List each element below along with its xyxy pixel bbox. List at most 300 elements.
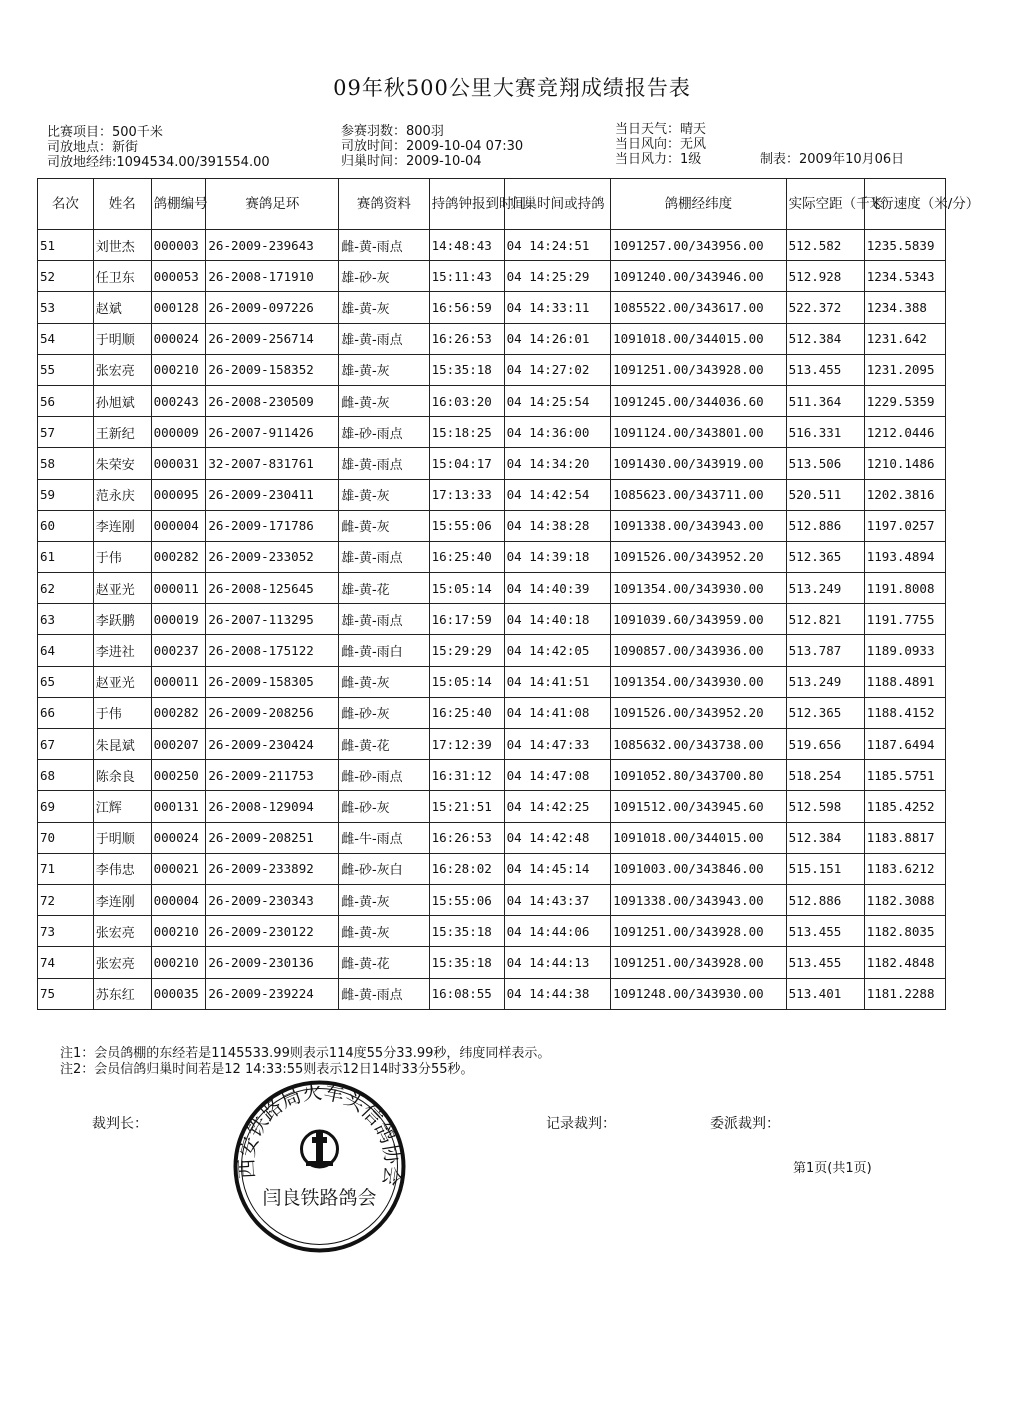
cell-pigeon-info: 雄-黄-雨点: [339, 448, 429, 479]
info-right: [615, 122, 706, 167]
cell-coords: 1091245.00/344036.60: [611, 385, 787, 416]
cell-speed: 1185.4252: [864, 791, 945, 822]
cell-distance: 511.364: [786, 385, 864, 416]
cell-loft-no: 000031: [151, 448, 206, 479]
cell-return-time: 04 14:24:51: [504, 230, 611, 261]
cell-clock-time: 15:35:18: [429, 354, 504, 385]
cell-loft-no: 000009: [151, 417, 206, 448]
cell-clock-time: 16:03:20: [429, 385, 504, 416]
cell-loft-no: 000053: [151, 261, 206, 292]
cell-pigeon-info: 雄-黄-花: [339, 573, 429, 604]
cell-distance: 512.365: [786, 697, 864, 728]
cell-coords: 1091526.00/343952.20: [611, 541, 787, 572]
cell-pigeon-info: 雄-砂-雨点: [339, 417, 429, 448]
cell-ring: 26-2008-125645: [206, 573, 339, 604]
cell-clock-time: 15:21:51: [429, 791, 504, 822]
table-row: [38, 385, 946, 416]
cell-pigeon-info: 雄-黄-灰: [339, 354, 429, 385]
page-indicator: 第1页(共1页): [793, 1161, 872, 1176]
cell-distance: 513.455: [786, 947, 864, 978]
cell-distance: 515.151: [786, 853, 864, 884]
cell-speed: 1182.3088: [864, 884, 945, 915]
table-row: [38, 541, 946, 572]
cell-loft-no: 000035: [151, 978, 206, 1009]
cell-rank: 69: [38, 791, 94, 822]
cell-return-time: 04 14:33:11: [504, 292, 611, 323]
cell-rank: 64: [38, 635, 94, 666]
cell-clock-time: 15:55:06: [429, 510, 504, 541]
cell-speed: 1191.8008: [864, 573, 945, 604]
cell-speed: 1187.6494: [864, 729, 945, 760]
stamp-top-text: 西安铁路局火车头信鸽协会: [234, 1079, 406, 1188]
cell-name: 张宏亮: [93, 947, 151, 978]
cell-rank: 63: [38, 604, 94, 635]
info-event: 比赛项目：500千米: [47, 125, 163, 140]
cell-speed: 1182.4848: [864, 947, 945, 978]
cell-speed: 1234.388: [864, 292, 945, 323]
cell-ring: 26-2009-256714: [206, 323, 339, 354]
cell-clock-time: 15:35:18: [429, 916, 504, 947]
cell-ring: 26-2009-233892: [206, 853, 339, 884]
cell-return-time: 04 14:42:05: [504, 635, 611, 666]
cell-rank: 72: [38, 884, 94, 915]
header-pigeon-info: 赛鸽资料: [339, 179, 429, 230]
cell-speed: 1183.8817: [864, 822, 945, 853]
cell-pigeon-info: 雌-黄-灰: [339, 385, 429, 416]
cell-loft-no: 000210: [151, 354, 206, 385]
cell-distance: 513.455: [786, 916, 864, 947]
cell-coords: 1091052.80/343700.80: [611, 760, 787, 791]
cell-name: 范永庆: [93, 479, 151, 510]
cell-distance: 513.249: [786, 573, 864, 604]
cell-name: 朱昆斌: [93, 729, 151, 760]
cell-speed: 1202.3816: [864, 479, 945, 510]
cell-distance: 512.365: [786, 541, 864, 572]
cell-clock-time: 16:08:55: [429, 978, 504, 1009]
cell-return-time: 04 14:43:37: [504, 884, 611, 915]
cell-clock-time: 15:05:14: [429, 573, 504, 604]
cell-return-time: 04 14:25:54: [504, 385, 611, 416]
cell-return-time: 04 14:41:51: [504, 666, 611, 697]
cell-rank: 58: [38, 448, 94, 479]
cell-pigeon-info: 雌-黄-灰: [339, 510, 429, 541]
cell-ring: 32-2007-831761: [206, 448, 339, 479]
cell-name: 赵斌: [93, 292, 151, 323]
info-release-place: 司放地点：新街: [47, 140, 139, 155]
cell-ring: 26-2009-208251: [206, 822, 339, 853]
cell-return-time: 04 14:45:14: [504, 853, 611, 884]
cell-clock-time: 15:35:18: [429, 947, 504, 978]
table-row: [38, 354, 946, 385]
cell-coords: 1091526.00/343952.20: [611, 697, 787, 728]
cell-rank: 60: [38, 510, 94, 541]
cell-ring: 26-2009-171786: [206, 510, 339, 541]
cell-loft-no: 000128: [151, 292, 206, 323]
cell-coords: 1091018.00/344015.00: [611, 822, 787, 853]
table-row: [38, 760, 946, 791]
cell-speed: 1197.0257: [864, 510, 945, 541]
cell-name: 李伟忠: [93, 853, 151, 884]
cell-name: 李跃鹏: [93, 604, 151, 635]
cell-clock-time: 15:04:17: [429, 448, 504, 479]
cell-loft-no: 000003: [151, 230, 206, 261]
cell-rank: 73: [38, 916, 94, 947]
cell-coords: 1091338.00/343943.00: [611, 884, 787, 915]
cell-return-time: 04 14:25:29: [504, 261, 611, 292]
cell-rank: 55: [38, 354, 94, 385]
cell-speed: 1235.5839: [864, 230, 945, 261]
table-row: [38, 573, 946, 604]
cell-return-time: 04 14:47:33: [504, 729, 611, 760]
cell-ring: 26-2009-230343: [206, 884, 339, 915]
cell-coords: 1085632.00/343738.00: [611, 729, 787, 760]
cell-clock-time: 16:26:53: [429, 822, 504, 853]
cell-rank: 66: [38, 697, 94, 728]
table-row: [38, 947, 946, 978]
cell-ring: 26-2009-239224: [206, 978, 339, 1009]
cell-return-time: 04 14:47:08: [504, 760, 611, 791]
railway-emblem-icon: [302, 1131, 338, 1167]
header-distance: 实际空距（千米）: [786, 179, 864, 230]
cell-rank: 68: [38, 760, 94, 791]
cell-pigeon-info: 雌-黄-灰: [339, 916, 429, 947]
cell-return-time: 04 14:44:38: [504, 978, 611, 1009]
cell-return-time: 04 14:41:08: [504, 697, 611, 728]
cell-distance: 512.582: [786, 230, 864, 261]
cell-clock-time: 15:55:06: [429, 884, 504, 915]
sign-delegate: 委派裁判：: [710, 1116, 780, 1132]
cell-name: 张宏亮: [93, 916, 151, 947]
cell-distance: 512.886: [786, 884, 864, 915]
cell-speed: 1193.4894: [864, 541, 945, 572]
cell-clock-time: 15:29:29: [429, 635, 504, 666]
stamp-bottom-text: 闫良铁路鸽会: [262, 1187, 377, 1209]
note-1: 注1：会员鸽棚的东经若是1145533.99则表示114度55分33.99秒，纬度同样表示。: [60, 1046, 551, 1061]
cell-speed: 1210.1486: [864, 448, 945, 479]
cell-return-time: 04 14:44:13: [504, 947, 611, 978]
cell-return-time: 04 14:26:01: [504, 323, 611, 354]
cell-pigeon-info: 雄-砂-灰: [339, 261, 429, 292]
cell-loft-no: 000131: [151, 791, 206, 822]
cell-coords: 1091354.00/343930.00: [611, 573, 787, 604]
results-body: [38, 230, 946, 1010]
table-row: [38, 822, 946, 853]
cell-rank: 75: [38, 978, 94, 1009]
cell-name: 张宏亮: [93, 354, 151, 385]
cell-name: 江辉: [93, 791, 151, 822]
cell-ring: 26-2008-230509: [206, 385, 339, 416]
info-middle: [341, 124, 523, 169]
info-left: [47, 125, 270, 170]
header-rank: 名次: [38, 179, 94, 230]
cell-name: 刘世杰: [93, 230, 151, 261]
table-row: [38, 604, 946, 635]
cell-speed: 1212.0446: [864, 417, 945, 448]
cell-clock-time: 16:25:40: [429, 697, 504, 728]
cell-rank: 74: [38, 947, 94, 978]
cell-ring: 26-2009-230424: [206, 729, 339, 760]
cell-rank: 57: [38, 417, 94, 448]
cell-loft-no: 000004: [151, 884, 206, 915]
cell-rank: 65: [38, 666, 94, 697]
info-return-time: 归巢时间：2009-10-04: [341, 154, 482, 169]
cell-pigeon-info: 雌-牛-雨点: [339, 822, 429, 853]
header-coords: 鸽棚经纬度: [611, 179, 787, 230]
cell-name: 赵亚光: [93, 573, 151, 604]
cell-distance: 512.384: [786, 323, 864, 354]
cell-speed: 1189.0933: [864, 635, 945, 666]
cell-name: 于伟: [93, 541, 151, 572]
cell-loft-no: 000243: [151, 385, 206, 416]
header-loft-no: 鸽棚编号: [151, 179, 206, 230]
cell-distance: 513.455: [786, 354, 864, 385]
cell-clock-time: 15:11:43: [429, 261, 504, 292]
table-row: [38, 323, 946, 354]
cell-name: 于明顺: [93, 822, 151, 853]
table-row: [38, 978, 946, 1009]
cell-loft-no: 000282: [151, 541, 206, 572]
cell-clock-time: 16:56:59: [429, 292, 504, 323]
cell-pigeon-info: 雌-砂-灰: [339, 697, 429, 728]
sign-recorder: 记录裁判：: [546, 1116, 616, 1132]
cell-loft-no: 000011: [151, 573, 206, 604]
cell-speed: 1183.6212: [864, 853, 945, 884]
cell-coords: 1091251.00/343928.00: [611, 947, 787, 978]
info-weather: 当日天气：晴天: [615, 122, 707, 137]
cell-coords: 1091251.00/343928.00: [611, 354, 787, 385]
cell-loft-no: 000095: [151, 479, 206, 510]
cell-pigeon-info: 雄-黄-灰: [339, 292, 429, 323]
note-2: 注2：会员信鸽归巢时间若是12 14:33:55则表示12日14时33分55秒。: [60, 1062, 474, 1077]
cell-pigeon-info: 雌-黄-灰: [339, 666, 429, 697]
table-row: [38, 230, 946, 261]
cell-ring: 26-2009-158352: [206, 354, 339, 385]
cell-ring: 26-2009-233052: [206, 541, 339, 572]
cell-name: 于伟: [93, 697, 151, 728]
cell-coords: 1091124.00/343801.00: [611, 417, 787, 448]
cell-rank: 67: [38, 729, 94, 760]
table-row: [38, 448, 946, 479]
cell-coords: 1091251.00/343928.00: [611, 916, 787, 947]
cell-coords: 1091018.00/344015.00: [611, 323, 787, 354]
table-row: [38, 729, 946, 760]
cell-clock-time: 16:25:40: [429, 541, 504, 572]
cell-rank: 53: [38, 292, 94, 323]
cell-pigeon-info: 雌-黄-雨点: [339, 230, 429, 261]
cell-distance: 512.598: [786, 791, 864, 822]
table-row: [38, 884, 946, 915]
cell-distance: 516.331: [786, 417, 864, 448]
cell-clock-time: 15:05:14: [429, 666, 504, 697]
cell-speed: 1191.7755: [864, 604, 945, 635]
cell-distance: 513.787: [786, 635, 864, 666]
cell-distance: 518.254: [786, 760, 864, 791]
cell-clock-time: 16:31:12: [429, 760, 504, 791]
association-stamp: [232, 1079, 407, 1254]
cell-rank: 71: [38, 853, 94, 884]
cell-pigeon-info: 雌-黄-灰: [339, 884, 429, 915]
cell-coords: 1085522.00/343617.00: [611, 292, 787, 323]
cell-rank: 52: [38, 261, 94, 292]
cell-pigeon-info: 雌-黄-雨白: [339, 635, 429, 666]
cell-rank: 62: [38, 573, 94, 604]
cell-clock-time: 16:17:59: [429, 604, 504, 635]
cell-distance: 522.372: [786, 292, 864, 323]
cell-distance: 513.249: [786, 666, 864, 697]
cell-distance: 512.821: [786, 604, 864, 635]
info-wind-direction: 当日风向：无风: [615, 137, 707, 152]
cell-speed: 1182.8035: [864, 916, 945, 947]
cell-clock-time: 16:26:53: [429, 323, 504, 354]
cell-name: 李连刚: [93, 510, 151, 541]
cell-speed: 1181.2288: [864, 978, 945, 1009]
cell-name: 苏东红: [93, 978, 151, 1009]
cell-coords: 1091248.00/343930.00: [611, 978, 787, 1009]
cell-pigeon-info: 雄-黄-雨点: [339, 541, 429, 572]
cell-name: 李连刚: [93, 884, 151, 915]
cell-rank: 61: [38, 541, 94, 572]
cell-return-time: 04 14:42:54: [504, 479, 611, 510]
cell-distance: 513.401: [786, 978, 864, 1009]
cell-ring: 26-2009-230122: [206, 916, 339, 947]
cell-ring: 26-2009-208256: [206, 697, 339, 728]
cell-name: 任卫东: [93, 261, 151, 292]
cell-pigeon-info: 雌-黄-雨点: [339, 978, 429, 1009]
cell-loft-no: 000004: [151, 510, 206, 541]
cell-speed: 1229.5359: [864, 385, 945, 416]
cell-name: 于明顺: [93, 323, 151, 354]
cell-pigeon-info: 雌-黄-花: [339, 947, 429, 978]
sign-chief-referee: 裁判长：: [92, 1116, 148, 1132]
cell-ring: 26-2008-171910: [206, 261, 339, 292]
cell-return-time: 04 14:40:39: [504, 573, 611, 604]
cell-return-time: 04 14:38:28: [504, 510, 611, 541]
cell-pigeon-info: 雌-砂-灰: [339, 791, 429, 822]
cell-name: 陈余良: [93, 760, 151, 791]
table-row: [38, 853, 946, 884]
cell-return-time: 04 14:44:06: [504, 916, 611, 947]
cell-ring: 26-2009-230411: [206, 479, 339, 510]
table-row: [38, 635, 946, 666]
cell-coords: 1091003.00/343846.00: [611, 853, 787, 884]
cell-name: 孙旭斌: [93, 385, 151, 416]
info-entries: 参赛羽数：800羽: [341, 124, 444, 139]
cell-distance: 512.384: [786, 822, 864, 853]
cell-ring: 26-2008-175122: [206, 635, 339, 666]
cell-distance: 519.656: [786, 729, 864, 760]
cell-pigeon-info: 雌-黄-花: [339, 729, 429, 760]
table-row: [38, 479, 946, 510]
cell-loft-no: 000019: [151, 604, 206, 635]
cell-pigeon-info: 雌-砂-雨点: [339, 760, 429, 791]
cell-loft-no: 000024: [151, 323, 206, 354]
header-speed: 飞行速度（米/分）: [864, 179, 945, 230]
cell-loft-no: 000282: [151, 697, 206, 728]
cell-clock-time: 17:12:39: [429, 729, 504, 760]
cell-distance: 512.928: [786, 261, 864, 292]
cell-loft-no: 000210: [151, 947, 206, 978]
info-release-time: 司放时间：2009-10-04 07:30: [341, 139, 524, 154]
cell-loft-no: 000210: [151, 916, 206, 947]
cell-return-time: 04 14:40:18: [504, 604, 611, 635]
cell-clock-time: 15:18:25: [429, 417, 504, 448]
header-clock-time: 持鸽钟报到时间: [429, 179, 504, 230]
cell-distance: 513.506: [786, 448, 864, 479]
cell-coords: 1091338.00/343943.00: [611, 510, 787, 541]
cell-return-time: 04 14:36:00: [504, 417, 611, 448]
cell-rank: 56: [38, 385, 94, 416]
report-title: 09年秋500公里大赛竞翔成绩报告表: [333, 76, 691, 100]
cell-return-time: 04 14:39:18: [504, 541, 611, 572]
table-row: [38, 261, 946, 292]
cell-coords: 1091430.00/343919.00: [611, 448, 787, 479]
cell-pigeon-info: 雄-黄-雨点: [339, 323, 429, 354]
cell-name: 王新纪: [93, 417, 151, 448]
table-row: [38, 666, 946, 697]
cell-loft-no: 000024: [151, 822, 206, 853]
table-row: [38, 791, 946, 822]
header-row: [38, 179, 946, 230]
info-release-coords: 司放地经纬:1094534.00/391554.00: [47, 155, 270, 170]
cell-rank: 54: [38, 323, 94, 354]
cell-ring: 26-2009-158305: [206, 666, 339, 697]
header-return-time: 归巢时间或持鸽: [504, 179, 611, 230]
cell-return-time: 04 14:34:20: [504, 448, 611, 479]
table-row: [38, 697, 946, 728]
table-row: [38, 916, 946, 947]
cell-coords: 1091257.00/343956.00: [611, 230, 787, 261]
cell-coords: 1091039.60/343959.00: [611, 604, 787, 635]
cell-loft-no: 000011: [151, 666, 206, 697]
cell-loft-no: 000237: [151, 635, 206, 666]
header-name: 姓名: [93, 179, 151, 230]
table-row: [38, 417, 946, 448]
cell-ring: 26-2007-113295: [206, 604, 339, 635]
cell-ring: 26-2009-230136: [206, 947, 339, 978]
cell-ring: 26-2007-911426: [206, 417, 339, 448]
cell-loft-no: 000250: [151, 760, 206, 791]
cell-name: 赵亚光: [93, 666, 151, 697]
table-row: [38, 292, 946, 323]
cell-clock-time: 17:13:33: [429, 479, 504, 510]
cell-coords: 1091240.00/343946.00: [611, 261, 787, 292]
cell-pigeon-info: 雌-砂-灰白: [339, 853, 429, 884]
cell-pigeon-info: 雄-黄-灰: [339, 479, 429, 510]
cell-speed: 1188.4152: [864, 697, 945, 728]
header-ring: 赛鸽足环: [206, 179, 339, 230]
info-prepared: 制表：2009年10月06日: [760, 152, 905, 167]
cell-rank: 59: [38, 479, 94, 510]
cell-pigeon-info: 雄-黄-雨点: [339, 604, 429, 635]
cell-ring: 26-2009-239643: [206, 230, 339, 261]
cell-coords: 1091512.00/343945.60: [611, 791, 787, 822]
cell-speed: 1234.5343: [864, 261, 945, 292]
cell-ring: 26-2009-097226: [206, 292, 339, 323]
notes: [60, 1046, 550, 1078]
info-wind-force: 当日风力：1级: [615, 152, 702, 167]
cell-return-time: 04 14:42:48: [504, 822, 611, 853]
cell-coords: 1085623.00/343711.00: [611, 479, 787, 510]
cell-ring: 26-2009-211753: [206, 760, 339, 791]
cell-speed: 1231.2095: [864, 354, 945, 385]
cell-clock-time: 16:28:02: [429, 853, 504, 884]
results-table: [37, 178, 980, 1010]
cell-speed: 1188.4891: [864, 666, 945, 697]
cell-return-time: 04 14:42:25: [504, 791, 611, 822]
table-row: [38, 510, 946, 541]
cell-name: 李进社: [93, 635, 151, 666]
cell-clock-time: 14:48:43: [429, 230, 504, 261]
